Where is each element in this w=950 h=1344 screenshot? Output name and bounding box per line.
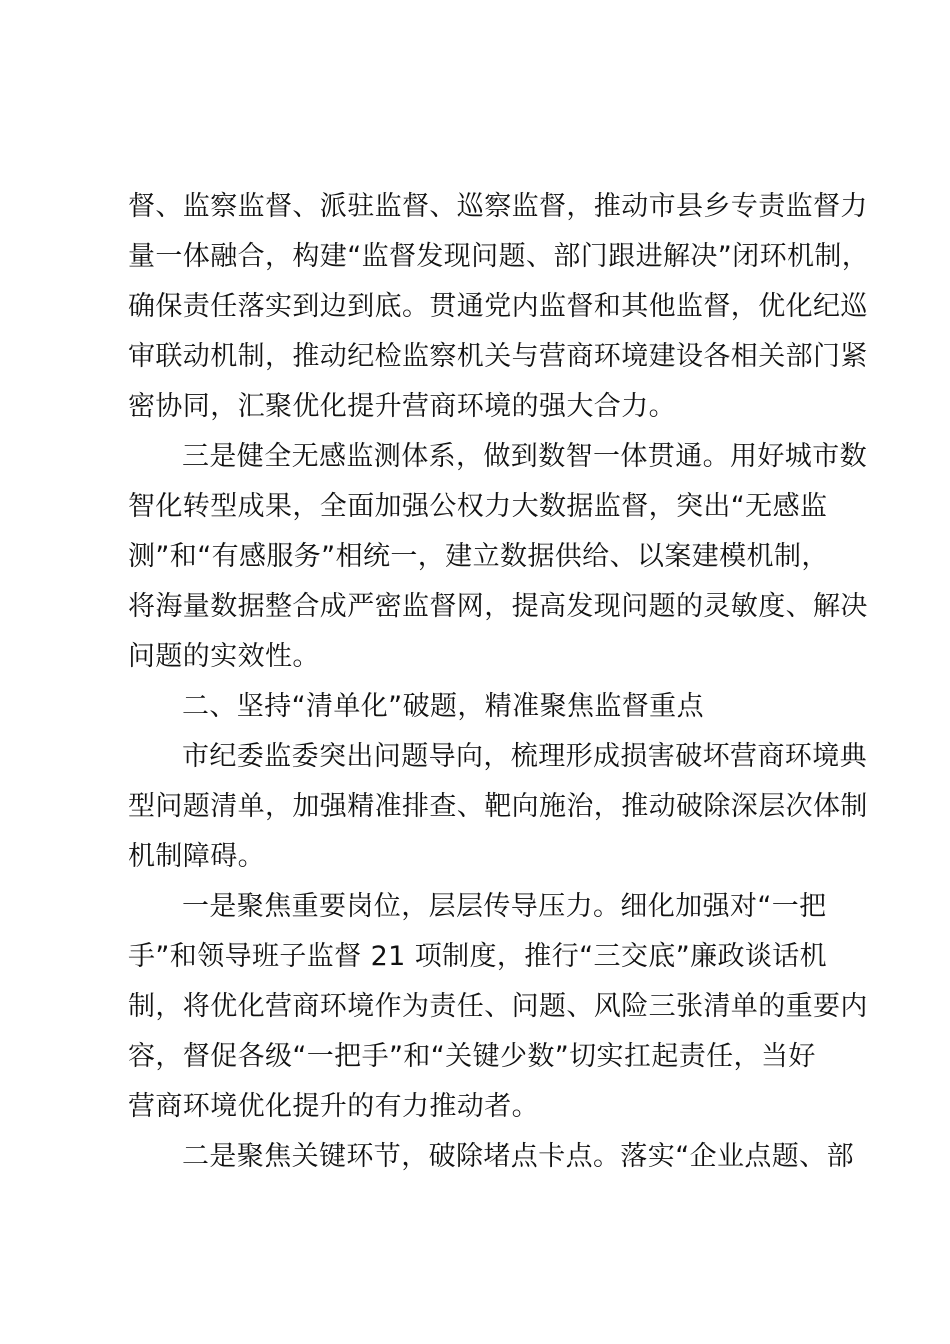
text-line: 密协同，汇聚优化提升营商环境的强大合力。 bbox=[128, 391, 676, 422]
text-line: 智化转型成果，全面加强公权力大数据监督，突出“无感监 bbox=[128, 491, 828, 522]
text-line: 测”和“有感服务”相统一，建立数据供给、以案建模机制， bbox=[128, 541, 829, 572]
text-line: 确保责任落实到边到底。贯通党内监督和其他监督，优化纪巡 bbox=[128, 291, 868, 322]
paragraph-start-line: 一是聚焦重要岗位，层层传导压力。细化加强对“一把 bbox=[182, 891, 827, 922]
section-heading: 二、坚持“清单化”破题，精准聚焦监督重点 bbox=[182, 691, 704, 722]
paragraph-start-line: 三是健全无感监测体系，做到数智一体贯通。用好城市数 bbox=[182, 441, 867, 472]
text-line: 机制障碍。 bbox=[128, 841, 265, 872]
text-line: 制，将优化营商环境作为责任、问题、风险三张清单的重要内 bbox=[128, 991, 868, 1022]
text-line: 容，督促各级“一把手”和“关键少数”切实扛起责任，当好 bbox=[128, 1041, 816, 1072]
body-text bbox=[128, 182, 870, 1182]
text-line: 型问题清单，加强精准排查、靶向施治，推动破除深层次体制 bbox=[128, 791, 868, 822]
paragraph-start-line: 二是聚焦关键环节，破除堵点卡点。落实“企业点题、部 bbox=[182, 1141, 854, 1172]
text-line: 手”和领导班子监督 21 项制度，推行“三交底”廉政谈话机 bbox=[128, 941, 828, 972]
text-line: 问题的实效性。 bbox=[128, 641, 320, 672]
text-line: 营商环境优化提升的有力推动者。 bbox=[128, 1091, 539, 1122]
text-line: 量一体融合，构建“监督发现问题、部门跟进解决”闭环机制， bbox=[128, 241, 870, 272]
paragraph-start-line: 市纪委监委突出问题导向，梳理形成损害破坏营商环境典 bbox=[182, 741, 867, 772]
text-line: 将海量数据整合成严密监督网，提高发现问题的灵敏度、解决 bbox=[128, 591, 868, 622]
text-line: 督、监察监督、派驻监督、巡察监督，推动市县乡专责监督力 bbox=[128, 191, 868, 222]
text-line: 审联动机制，推动纪检监察机关与营商环境建设各相关部门紧 bbox=[128, 341, 868, 372]
